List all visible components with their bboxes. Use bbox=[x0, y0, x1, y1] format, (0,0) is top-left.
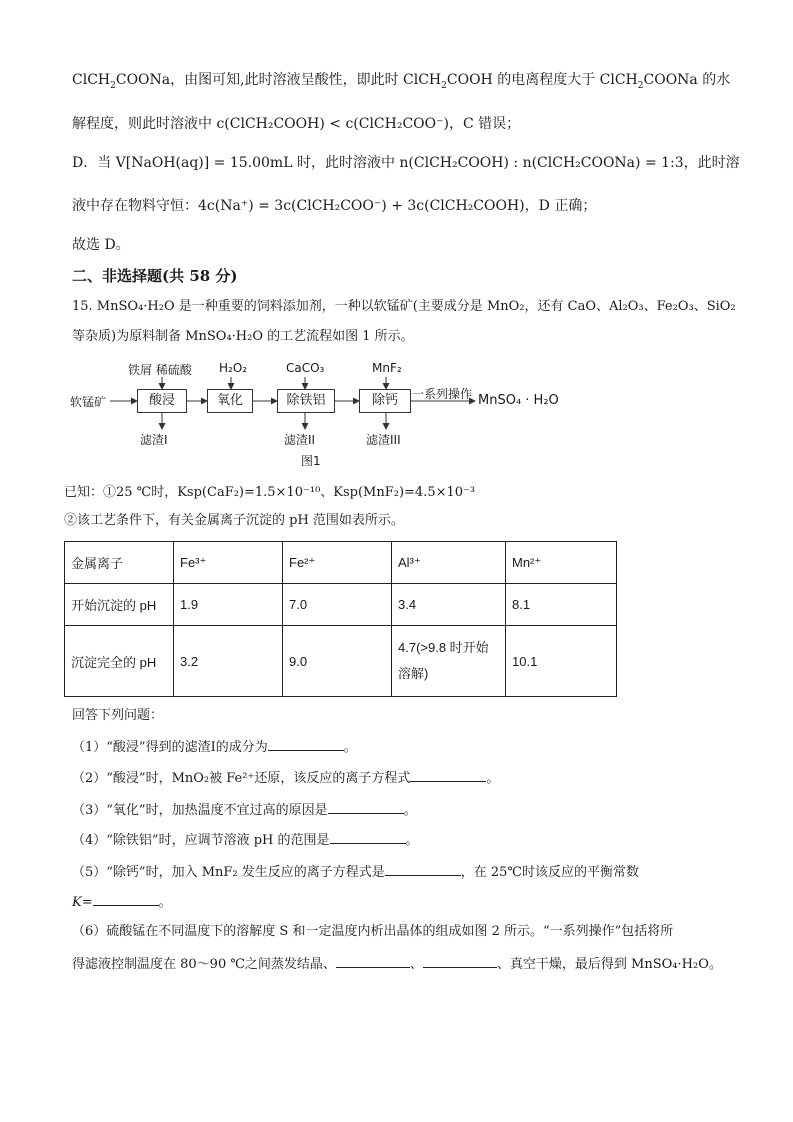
flow-input-remove-fe-al: CaCO₃ bbox=[286, 361, 325, 375]
question-3 bbox=[72, 799, 417, 821]
known-1: 已知：①25 ℃时，Ksp(CaF₂)=1.5×10⁻¹⁰、Ksp(MnF₂)=4.5×10⁻³ bbox=[64, 485, 476, 500]
flow-caption: 图1 bbox=[301, 454, 321, 468]
answer-blank[interactable] bbox=[330, 829, 406, 844]
table-row bbox=[65, 584, 617, 626]
questions-lead: 回答下列问题： bbox=[72, 708, 164, 723]
question-5-k-label: K= bbox=[72, 895, 93, 910]
known-2: ②该工艺条件下，有关金属离子沉淀的 pH 范围如表所示。 bbox=[64, 513, 404, 528]
answer-blank[interactable] bbox=[423, 953, 497, 968]
solution-line-1a: ClCH bbox=[72, 72, 111, 88]
table-cell: 金属离子 bbox=[65, 542, 174, 584]
solution-line-1b: COONa，由图可知,此时溶液呈酸性，即此时 ClCH bbox=[115, 72, 442, 88]
table-cell-text-cont: 溶解) bbox=[398, 666, 429, 681]
question-5 bbox=[72, 861, 639, 883]
table-cell: Al³⁺ bbox=[392, 542, 506, 584]
section-title: 二、非选择题(共 58 分) bbox=[72, 267, 238, 285]
solution-line-1d: COONa 的水 bbox=[643, 72, 731, 88]
solution-line-3: D．当 V[NaOH(aq)] = 15.00mL 时，此时溶液中 n(ClCH₂COOH) : n(ClCH₂COONa) = 1:3，此时溶 bbox=[72, 155, 740, 171]
question-6-line-2 bbox=[72, 953, 722, 975]
question-3-text: （3）“氧化”时，加热温度不宜过高的原因是 bbox=[72, 803, 328, 818]
answer-blank[interactable] bbox=[268, 736, 344, 751]
flow-operation-label: 一系列操作 bbox=[412, 387, 473, 401]
table-cell: 10.1 bbox=[506, 626, 617, 697]
answer-blank[interactable] bbox=[410, 767, 486, 782]
flow-residue-1: 滤渣I bbox=[140, 433, 168, 447]
answer-blank[interactable] bbox=[93, 891, 159, 906]
table-cell: Mn²⁺ bbox=[506, 542, 617, 584]
question-4 bbox=[72, 829, 419, 851]
table-cell: 8.1 bbox=[506, 584, 617, 626]
table-cell: 3.2 bbox=[174, 626, 283, 697]
question-2-text: （2）“酸浸”时，MnO₂被 Fe²⁺还原，该反应的离子方程式 bbox=[72, 771, 411, 786]
question-6-sep: 、 bbox=[409, 957, 423, 972]
question-1 bbox=[72, 736, 357, 758]
question-6-line-1: （6）硫酸锰在不同温度下的溶解度 S 和一定温度内析出晶体的组成如图 2 所示。“一系列操作”包括将所 bbox=[72, 924, 674, 939]
question-3-end: 。 bbox=[403, 803, 417, 818]
answer-blank[interactable] bbox=[336, 953, 410, 968]
solution-line-4: 液中存在物料守恒：4c(Na⁺) = 3c(ClCH₂COO⁻) + 3c(ClCH₂COOH)，D 正确； bbox=[72, 198, 597, 214]
flow-input-remove-ca: MnF₂ bbox=[372, 361, 402, 375]
table-cell: 7.0 bbox=[283, 584, 392, 626]
flow-residue-3: 滤渣III bbox=[366, 433, 401, 447]
table-cell-al-complete bbox=[392, 626, 506, 697]
flow-product: MnSO₄ · H₂O bbox=[478, 393, 559, 408]
question-5-mid: ，在 25℃时该反应的平衡常数 bbox=[460, 865, 639, 880]
solution-line-5: 故选 D。 bbox=[72, 237, 130, 253]
question-6-text: 得滤液控制温度在 80～90 ℃之间蒸发结晶、 bbox=[72, 957, 336, 972]
solution-line-2: 解程度，则此时溶液中 c(ClCH₂COOH) < c(ClCH₂COO⁻)，C 错误； bbox=[72, 116, 521, 132]
q15-intro-1: 15. MnSO₄·H₂O 是一种重要的饲料添加剂，一种以软锰矿(主要成分是 MnO₂，还有 CaO、Al₂O₃、Fe₂O₃、SiO₂ bbox=[72, 299, 736, 314]
question-6-end: 、真空干燥，最后得到 MnSO₄·H₂O。 bbox=[496, 957, 722, 972]
table-cell: 开始沉淀的 pH bbox=[65, 584, 174, 626]
flow-step-remove-fe-al: 除铁铝 bbox=[277, 389, 335, 413]
flow-step-acid-leach: 酸浸 bbox=[137, 389, 187, 413]
table-cell: Fe³⁺ bbox=[174, 542, 283, 584]
flow-residue-2: 滤渣II bbox=[284, 433, 316, 447]
answer-blank[interactable] bbox=[385, 861, 461, 876]
answer-blank[interactable] bbox=[328, 799, 404, 814]
ph-range-table bbox=[64, 541, 617, 697]
table-cell: 1.9 bbox=[174, 584, 283, 626]
flow-input-acid-leach: 铁屑 稀硫酸 bbox=[128, 363, 192, 377]
question-4-text: （4）“除铁铝”时，应调节溶液 pH 的范围是 bbox=[72, 833, 330, 848]
question-2 bbox=[72, 767, 499, 789]
q15-intro-2: 等杂质)为原料制备 MnSO₄·H₂O 的工艺流程如图 1 所示。 bbox=[72, 329, 414, 344]
question-2-end: 。 bbox=[486, 771, 500, 786]
table-cell: 沉淀完全的 pH bbox=[65, 626, 174, 697]
table-cell: 3.4 bbox=[392, 584, 506, 626]
flow-step-oxidation: 氧化 bbox=[207, 389, 253, 413]
table-cell: Fe²⁺ bbox=[283, 542, 392, 584]
solution-line-1c: COOH 的电离程度大于 ClCH bbox=[446, 72, 638, 88]
question-4-end: 。 bbox=[405, 833, 419, 848]
question-5-k bbox=[72, 891, 172, 913]
flow-raw-material: 软锰矿 bbox=[70, 395, 107, 409]
table-cell-text: 4.7(>9.8 时开始 bbox=[398, 640, 489, 655]
table-header-row bbox=[65, 542, 617, 584]
flow-input-oxidation: H₂O₂ bbox=[219, 361, 248, 375]
solution-line-1: ClCH$_2$COONa，由图可知,此时溶液呈酸性，即此时 ClCH$_2$COOH 的电离程度大于 ClCH$_2$COONa 的水 bbox=[72, 72, 731, 91]
question-5-end: 。 bbox=[158, 895, 172, 910]
question-5-text: （5）“除钙”时，加入 MnF₂ 发生反应的离子方程式是 bbox=[72, 865, 385, 880]
flow-step-remove-ca: 除钙 bbox=[359, 389, 411, 413]
question-1-end: 。 bbox=[343, 740, 357, 755]
table-row bbox=[65, 626, 617, 697]
question-1-text: （1）“酸浸”得到的滤渣I的成分为 bbox=[72, 740, 268, 755]
table-cell: 9.0 bbox=[283, 626, 392, 697]
